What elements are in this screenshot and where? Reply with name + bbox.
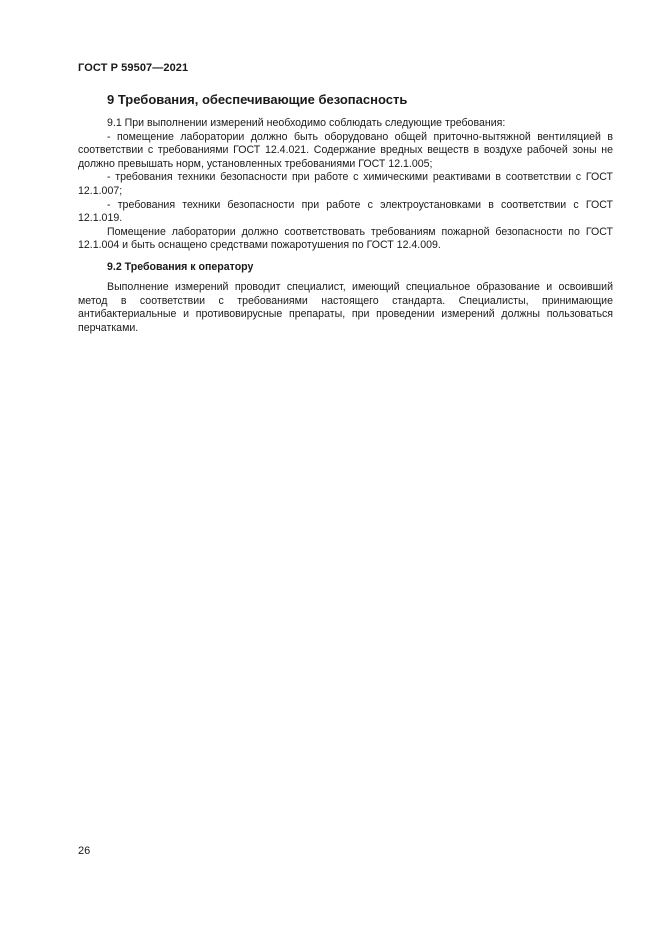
subsection-9-2-heading: 9.2 Требования к оператору bbox=[107, 261, 254, 273]
paragraph-fire-safety: Помещение лаборатории должно соответствовать требованиям пожарной безопасности по ГОСТ 12.1.004 и быть оснащено средствами пожаротушения по ГОСТ 12.4.009. bbox=[78, 225, 613, 252]
section-9-heading: 9 Требования, обеспечивающие безопасность bbox=[107, 92, 408, 107]
paragraph-electrical-safety: - требования техники безопасности при работе с электроустановками в соответствии с ГОСТ 12.1.019. bbox=[78, 198, 613, 225]
paragraph-ventilation: - помещение лаборатории должно быть оборудовано общей приточно-вытяжной вентиляцией в соответствии с требованиями ГОСТ 12.4.021. Содержание вредных веществ в воздухе рабочей зоны не должно превышать норм, установленных требованиями ГОСТ 12.1.005; bbox=[78, 130, 613, 170]
section-9-body bbox=[78, 117, 613, 253]
subsection-9-2-body bbox=[78, 281, 613, 335]
paragraph-9-1-intro: 9.1 При выполнении измерений необходимо соблюдать следующие требования: bbox=[107, 117, 506, 129]
paragraph-operator-requirements: Выполнение измерений проводит специалист, имеющий специальное образование и освоивший метод в соответствии с требованиями настоящего стандарта. Специалисты, принимающие антибактериальные и противовирусные препараты, при проведении измерений должны пользоваться перчатками. bbox=[78, 281, 613, 334]
page-number: 26 bbox=[78, 845, 91, 857]
paragraph-chemical-safety: - требования техники безопасности при работе с химическими реактивами в соответствии с ГОСТ 12.1.007; bbox=[78, 171, 613, 197]
standard-identifier: ГОСТ Р 59507—2021 bbox=[78, 62, 189, 74]
